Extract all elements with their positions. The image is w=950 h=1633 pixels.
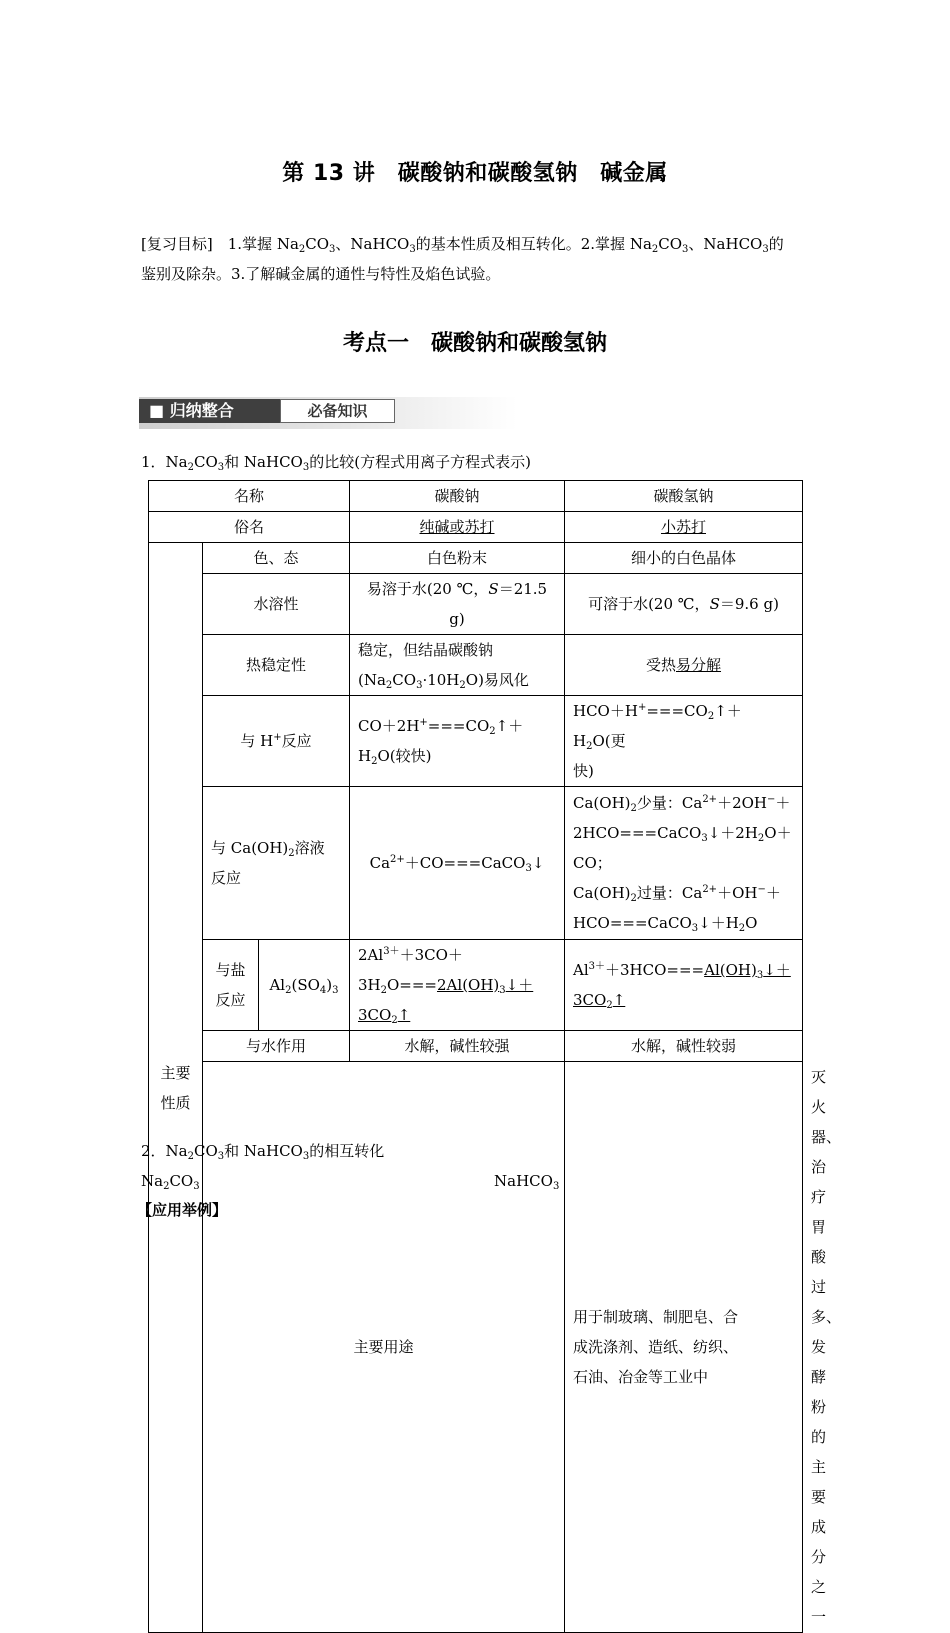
acid-text: 与 H <box>240 732 274 750</box>
heading-comparison: 1．$Na_2CO_3$和 NaHCO$_3$的比较(方程式用离子方程式表示) <box>141 453 531 473</box>
obj-text: 、NaHCO <box>688 235 763 253</box>
eq-text: O(较快) <box>377 747 432 765</box>
cell-salt-a: $2Al^{3+}+3CO+$ $3H_2O===2Al(OH)_3↓+$ $3CO_2↑$ <box>350 940 565 1031</box>
eq-text: O＋ <box>764 824 792 842</box>
row-label-uses: 主要用途 <box>203 1062 565 1633</box>
eq-text: ↓＋ <box>505 976 534 994</box>
sol-s: S <box>488 580 499 598</box>
h1-text: 的比较(方程式用离子方程式表示) <box>309 453 531 471</box>
conversion-left-label: $Na_2CO_3$ <box>141 1172 200 1192</box>
sol-text: ＝9.6 g) <box>719 595 779 613</box>
row-label-alias: 俗名 <box>149 512 350 543</box>
uses-text: 成洗涤剂、造纸、纺织、 <box>573 1338 739 1356</box>
eq-text: Ca(OH) <box>573 884 631 902</box>
cell-water-a: 水解，碱性较强 <box>350 1031 565 1062</box>
banner-knowledge-label: 必备知识 <box>280 399 395 423</box>
caoh-text: 反应 <box>211 869 242 887</box>
row-label-caoh: 与 $Ca(OH)_2$溶液 反应 <box>203 787 350 940</box>
obj-text: 的基本性质及相互转化。2.掌握 Na <box>415 235 652 253</box>
conv-text: Na <box>141 1172 164 1190</box>
table-row <box>149 481 803 512</box>
eq-text: ===CO <box>646 702 708 720</box>
th-text: 稳定，但结晶碳酸钠 <box>358 641 494 659</box>
eq-text: 少量：Ca <box>636 794 703 812</box>
eq-text: HCO===CaCO <box>573 914 692 932</box>
row-label-color-state: 色、态 <box>203 543 350 574</box>
row-label-al2so43: $Al_2(SO_4)_3$ <box>259 940 350 1031</box>
section-title: 考点一 碳酸钠和碳酸氢钠 <box>342 331 607 356</box>
eq-text: ＋OH <box>717 884 758 902</box>
eq-text: ＋2OH <box>717 794 767 812</box>
heading-conversion: 2．$Na_2CO_3$和 NaHCO$_3$的相互转化 <box>141 1142 385 1162</box>
table-row <box>149 1031 803 1062</box>
cell-thermal-b <box>565 635 803 696</box>
sol-text: 易溶于水(20 ℃， <box>366 580 489 598</box>
eq-text: 3CO <box>573 991 607 1009</box>
header-name: 名称 <box>149 481 350 512</box>
table-row <box>149 512 803 543</box>
uses-text: 灭火器、治疗胃酸过多、发酵 <box>811 1068 842 1386</box>
al-text: (SO <box>291 976 320 994</box>
cell-color-a: 白色粉末 <box>350 543 565 574</box>
eq-text: O=== <box>387 976 438 994</box>
eq-text: ↓＋ <box>763 961 791 979</box>
cell-caoh-b: $Ca(OH)_2$少量：$Ca^{2+}+2OH^-+$ $2HCO===CaCO_3↓+2H_2O+$ CO； $Ca(OH)_2$过量：$Ca^{2+}+OH^-+$ $HCO===CaCO_3↓+H_2O$ <box>565 787 803 940</box>
eq-underlined: $2Al(OH)_3↓+$ <box>437 976 534 996</box>
sol-s: S <box>709 595 720 613</box>
th-text: ·10H <box>422 671 460 689</box>
eq-text: ===CO <box>427 717 490 735</box>
eq-text: 3H <box>358 976 381 994</box>
uses-text: 石油、冶金等工业中 <box>573 1368 709 1386</box>
cell-alias-b <box>565 512 803 543</box>
cell-uses-a <box>565 1062 803 1633</box>
objectives-line-2: 鉴别及除杂。3.了解碱金属的通性与特性及焰色试验。 <box>141 265 501 283</box>
eq-text: 3CO <box>358 1006 392 1024</box>
eq-text: CO＋2H <box>358 717 420 735</box>
table-row <box>149 543 803 574</box>
eq-text: H <box>358 747 372 765</box>
eq-text: CO； <box>573 854 612 872</box>
table-row <box>149 635 803 696</box>
th-text: 受热 <box>645 656 676 674</box>
caoh-text: 与 Ca(OH) <box>211 839 289 857</box>
table-row <box>149 696 803 787</box>
eq-text: ＋ <box>765 884 781 902</box>
eq-text: 2HCO===CaCO <box>573 824 702 842</box>
th-text: CO <box>392 671 417 689</box>
uses-text: 粉的主要成分之一 <box>811 1398 827 1626</box>
eq-text: HCO＋H <box>573 702 638 720</box>
eq-text: Al <box>573 961 589 979</box>
eq-text: 快) <box>573 762 594 780</box>
obj-text: 的 <box>768 235 784 253</box>
uses-text: 用于制玻璃、制肥皂、合 <box>573 1308 739 1326</box>
h2-text: CO <box>194 1142 218 1160</box>
section-banner <box>139 397 517 429</box>
banner-summary-label: ■ 归纳整合 <box>139 399 280 423</box>
review-objectives <box>141 229 813 289</box>
salt-text: 与盐 <box>215 961 246 979</box>
h1-text: 1．Na <box>141 453 188 471</box>
row-label-water: 与水作用 <box>203 1031 350 1062</box>
cell-water-b: 水解，碱性较弱 <box>565 1031 803 1062</box>
eq-text: ↑ <box>397 1006 411 1024</box>
comparison-table <box>148 480 842 1633</box>
obj-text: 、NaHCO <box>335 235 410 253</box>
eq-text: 2Al(OH) <box>437 976 500 994</box>
eq-text: O <box>745 914 758 932</box>
eq-text: ↓＋2H <box>707 824 758 842</box>
application-example-heading: 【应用举例】 <box>137 1201 228 1219</box>
table-row <box>149 574 803 635</box>
h1-text: 和 NaHCO <box>224 453 303 471</box>
objectives-line-1: [复习目标] 1.掌握 $Na_2CO_3$、NaHCO$_3$的基本性质及相互转化。2.掌握 $Na_2CO_3$、NaHCO$_3$的 <box>141 235 784 255</box>
row-label-acid: 与 H+反应 <box>203 696 350 787</box>
eq-text: O(更 <box>592 732 626 750</box>
eq-text: ↑＋ <box>495 717 524 735</box>
main-props-text: 主要性质 <box>160 1063 191 1112</box>
row-label-solubility: 水溶性 <box>203 574 350 635</box>
cell-acid-a: $CO+2H^+===CO_2↑+$ $H_2O$(较快) <box>350 696 565 787</box>
h1-text: CO <box>194 453 218 471</box>
caoh-text: 溶液 <box>294 839 325 857</box>
cell-salt-b: $Al^{3+}+3HCO===Al(OH)_3↓+$ $3CO_2↑$ <box>565 940 803 1031</box>
eq-underlined: $3CO_2↑$ <box>573 991 626 1011</box>
eq-text: ＋CO===CaCO <box>404 854 526 872</box>
row-label-main-props <box>149 543 203 1633</box>
eq-text: ↑＋H <box>573 702 742 750</box>
obj-text: CO <box>305 235 330 253</box>
salt-text: 反应 <box>215 991 246 1009</box>
th-underlined: 易分解 <box>676 656 722 674</box>
cell-alias-a <box>350 512 565 543</box>
eq-text: 过量：Ca <box>636 884 703 902</box>
h2-text: 的相互转化 <box>309 1142 385 1160</box>
alias-b-text: 小苏打 <box>660 518 706 536</box>
h2-text: 2．Na <box>141 1142 188 1160</box>
cell-solubility-a <box>350 574 565 635</box>
eq-text: ↓＋H <box>698 914 739 932</box>
eq-text: Al(OH) <box>704 961 757 979</box>
acid-text: 反应 <box>281 732 312 750</box>
eq-text: ↓ <box>531 854 545 872</box>
alias-a-text: 纯碱或苏打 <box>419 518 495 536</box>
eq-text: ↑ <box>612 991 626 1009</box>
table-row <box>149 940 803 1031</box>
eq-text: ＋3CO＋ <box>399 946 463 964</box>
cell-solubility-b <box>565 574 803 635</box>
eq-text: 2Al <box>358 946 384 964</box>
header-sodium-bicarbonate: 碳酸氢钠 <box>565 481 803 512</box>
lecture-title: 第 13 讲 碳酸钠和碳酸氢钠 碱金属 <box>282 161 668 186</box>
eq-text: ＋3HCO=== <box>605 961 705 979</box>
row-label-thermal: 热稳定性 <box>203 635 350 696</box>
cell-caoh-a: $Ca^{2+}+CO===CaCO_3↓$ <box>350 787 565 940</box>
sol-text: 可溶于水(20 ℃， <box>588 595 710 613</box>
row-label-salt <box>203 940 259 1031</box>
th-text: O)易风化 <box>465 671 529 689</box>
cell-color-b: 细小的白色晶体 <box>565 543 803 574</box>
cell-acid-b: $HCO+H^+===CO_2↑+H_2O$(更 快) <box>565 696 803 787</box>
objectives-label: [复习目标] <box>141 235 213 253</box>
header-sodium-carbonate: 碳酸钠 <box>350 481 565 512</box>
cell-thermal-a: 稳定，但结晶碳酸钠 $(Na_2CO_3\cdot 10H_2O)$易风化 <box>350 635 565 696</box>
al-text: ) <box>326 976 333 994</box>
table-row <box>149 787 803 940</box>
th-text: (Na <box>358 671 386 689</box>
eq-underlined: $Al(OH)_3↓+$ <box>704 961 791 981</box>
obj-text: 1.掌握 Na <box>227 235 299 253</box>
eq-text: ＋ <box>775 794 791 812</box>
h2-text: 和 NaHCO <box>224 1142 303 1160</box>
al-text: Al <box>269 976 286 994</box>
sol-text: ＝21.5 g) <box>449 580 548 628</box>
eq-text: Ca <box>369 854 391 872</box>
conversion-right-label: NaHCO$_3$ <box>494 1172 560 1192</box>
conv-text: CO <box>169 1172 194 1190</box>
eq-underlined: $3CO_2↑$ <box>358 1006 411 1026</box>
conv-text: NaHCO <box>494 1172 553 1190</box>
obj-text: CO <box>658 235 683 253</box>
eq-text: Ca(OH) <box>573 794 631 812</box>
